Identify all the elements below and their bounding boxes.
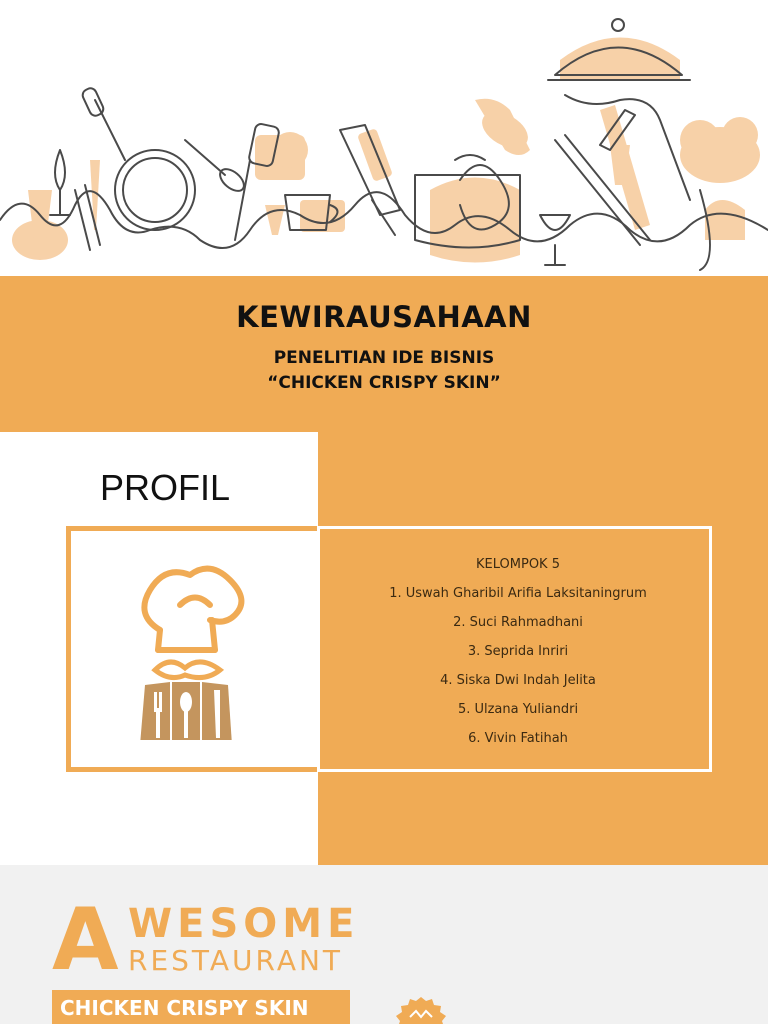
slide-cover bbox=[0, 0, 768, 432]
member-item: 4. Siska Dwi Indah Jelita bbox=[440, 673, 596, 688]
product-name: CHICKEN CRISPY SKIN bbox=[60, 996, 309, 1020]
subtitle-line-2: “CHICKEN CRISPY SKIN” bbox=[267, 373, 501, 393]
member-item: 3. Seprida Inriri bbox=[467, 644, 569, 659]
logo-word-restaurant: RESTAURANT bbox=[128, 944, 344, 977]
kitchen-utensils-line-art-icon bbox=[0, 0, 768, 276]
logo-big-letter: A bbox=[52, 890, 119, 990]
presentation-title: KEWIRAUSAHAAN bbox=[236, 300, 532, 334]
member-item: 1. Uswah Gharibil Arifia Laksitaningrum bbox=[389, 586, 647, 601]
restaurant-badge-icon bbox=[386, 995, 456, 1024]
member-item: 2. Suci Rahmadhani bbox=[453, 615, 583, 630]
chef-hat-cutlery-icon bbox=[130, 560, 250, 740]
member-item: 6. Vivin Fatihah bbox=[468, 731, 568, 746]
members-list bbox=[330, 555, 706, 758]
group-label: KELOMPOK 5 bbox=[476, 557, 560, 572]
member-item: 5. Ulzana Yuliandri bbox=[457, 702, 579, 717]
logo-word-wesome: WESOME bbox=[128, 901, 360, 947]
subtitle-line-1: PENELITIAN IDE BISNIS bbox=[273, 348, 495, 368]
profil-title: PROFIL bbox=[100, 467, 231, 508]
